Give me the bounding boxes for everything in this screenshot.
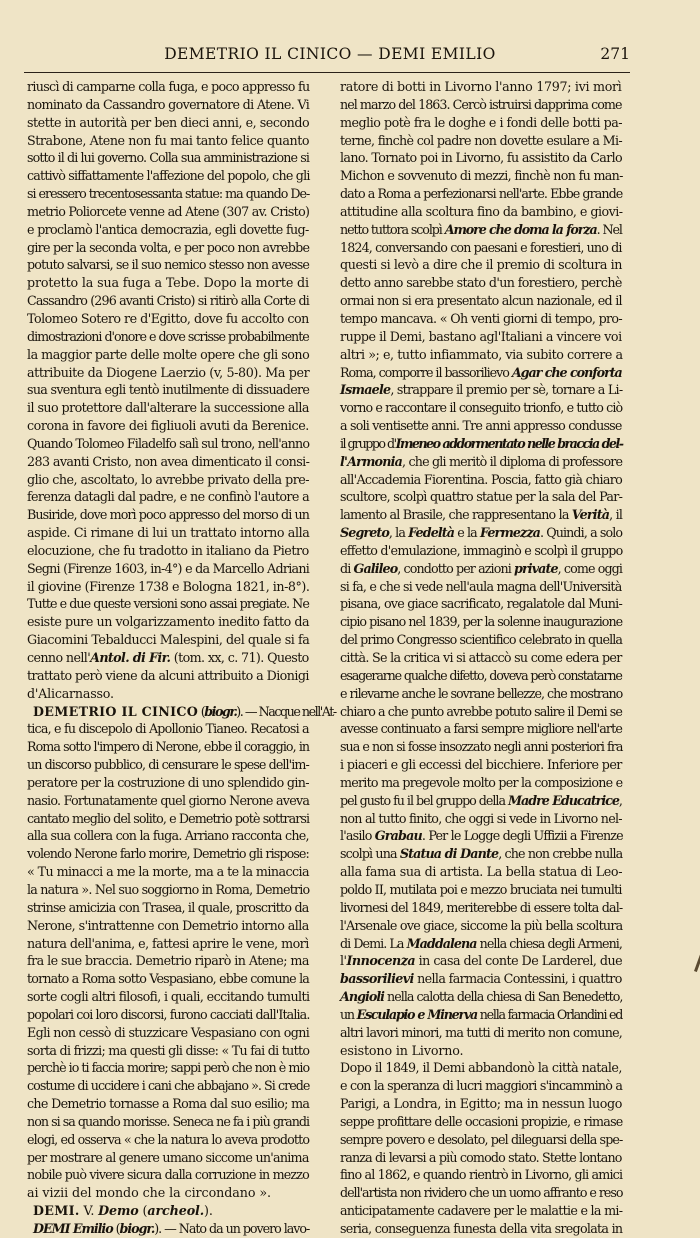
text-line: 1824, conversando con paesani e forestieri, uno di [340,239,622,255]
margin-mark [694,954,700,972]
text-line: elogi, ed osserva « che la natura lo aveva prodotto [27,1131,310,1147]
text-line: sorta di frizzi; ma questi gli disse: « Tu fai di tutto [27,1042,310,1058]
text-line: metrio Poliorcete venne ad Atene (307 av. Cristo) [27,203,310,219]
text-line: DEMI. V. Demo (archeol.). [33,1203,213,1219]
text-line: del primo Congresso scientifico celebrato in quella [340,632,623,648]
text-line: 283 avanti Cristo, non avea dimenticato il consi- [27,453,310,469]
text-line: aspide. Ci rimane di lui un trattato intorno alla [27,525,310,541]
text-line: l'Innocenza in casa del conte De Larderel, due [340,953,623,969]
text-line: ruppe il Demi, bastano agl'Italiani a vincere voi [340,328,622,344]
text-line: avesse continuato a farsi sempre migliore nell'arte [340,721,622,737]
text-line: nominato da Cassandro governatore di Atene. Vi [27,96,310,112]
text-line: i piaceri e gli eccessi del bicchiere. Inferiore per [340,757,622,773]
text-line: la maggior parte delle molte opere che gli sono [27,346,310,362]
text-line: città. Se la critica vi si attaccò su come edera per [340,650,622,665]
text-line: Busiride, dove morì poco appresso del morso di un [27,507,309,523]
page-number: 271 [600,45,630,63]
text-line: netto tuttora scolpì Amore che doma la forza. Nel [340,221,622,237]
text-line: Nerone, s'intrattenne con Demetrio intorno alla [27,917,309,933]
text-line: Segni (Firenze 1603, in-4°) e da Marcello Adriani [27,560,310,576]
text-line: tempo mancava. « Oh venti giorni di tempo, pro- [340,310,623,326]
text-line: seppe profittare delle occasioni propizie, e rimase [340,1113,623,1129]
text-line: alla sua collera con la fuga. Arriano racconta che, [27,828,309,844]
text-line: detto anno sarebbe stato d'un forestiero, perchè [340,275,622,291]
text-line: ratore di botti in Livorno l'anno 1797; ivi morì [340,79,622,94]
left-column [27,78,336,1238]
text-line: poldo II, mutilata poi e mezzo bruciata nei tumulti [340,881,622,897]
text-line: un discorso pubblico, di censurare le spese dell'im- [27,757,309,773]
text-line: Strabone, Atene non fu mai tanto felice quanto [27,132,310,148]
text-line: sorte cogli altri filosofi, i quali, eccitando tumulti [27,989,310,1005]
text-line: lamento al Brasile, che rappresentano la Verità, il [340,507,623,523]
text-line: lano. Tornato poi in Livorno, fu assistito da Carlo [340,150,623,166]
text-line: ranza di levarsi a più comodo stato. Stette lontano [340,1149,622,1165]
text-line: un Esculapio e Minerva nella farmacia Orlandini ed [340,1006,623,1022]
text-line: Ismaele, strappare il premio per sè, tornare a Li- [340,382,623,398]
text-line: costume di uccidere i cani che abbajano ». Si crede [27,1078,310,1094]
text-line: Cassandro (296 avanti Cristo) si ritirò alla Corte di [27,293,309,309]
text-line: Giacomini Tebalducci Malespini, del quale si fa [27,632,310,648]
text-line: si fa, e che si vede nell'aula magna dell'Università [340,578,622,594]
text-line: per mostrare al genere umano siccome un'anima [27,1149,309,1165]
text-line: l'Armonia, che gli meritò il diploma di professore [340,453,623,469]
text-line: sua e non si fosse insozzato negli anni posteriori fra [340,739,623,755]
right-column [340,78,625,1238]
page-header [30,43,630,69]
text-line: effetto d'emulazione, immaginò e scolpì il gruppo [340,542,623,558]
text-line: Roma, comporre il bassorilievo Agar che conforta [340,364,622,380]
text-line: l'Arsenale ove giace, siccome la più bella scoltura [340,917,623,933]
text-line: fino al 1862, e quando rientrò in Livorno, gli amici [340,1167,623,1183]
text-line: attitudine alla scoltura fino da bambino, e giovi- [340,203,623,219]
text-line: volendo Nerone farlo morire, Demetrio gli rispose: [27,846,309,862]
text-line: sempre povero e desolato, pel dileguarsi della spe- [340,1131,623,1147]
text-line: e con la speranza di lucri maggiori s'incamminò a [340,1078,623,1094]
text-line: riuscì di camparne colla fuga, e poco appresso fu [27,79,310,94]
text-line: DEMI Emilio (biogr.). — Nato da un povero lavo- [33,1221,310,1236]
text-line: che Demetrio tornasse a Roma dal suo esilio; ma [27,1096,310,1112]
text-line: scultore, scolpì quattro statue per la sala del Par- [340,489,623,505]
text-line: perchè io ti faccia morire; sappi però che non è mio [27,1060,310,1076]
text-line: il suo protettore dall'alterare la successione alla [27,400,309,416]
text-line: ormai non si era presentato alcun nazionale, ed il [340,293,622,309]
text-line: chiaro a che punto avrebbe potuto salire il Demi se [340,703,622,719]
text-line: cipio pisano nel 1839, per la solenne inaugurazione [340,614,623,630]
text-line: dato a Roma a perfezionarsi nell'arte. Ebbe grande [340,186,623,202]
text-line: meglio potè fra le doghe e i fondi delle botti pa- [340,114,623,130]
text-line: gire per la seconda volta, e per poco non avrebbe [27,239,310,255]
running-title: DEMETRIO IL CINICO — DEMI EMILIO [164,45,496,63]
text-line: Egli non cessò di stuzzicare Vespasiano con ogni [27,1024,310,1040]
text-line: glio che, ascoltato, lo avrebbe privato della pre- [27,471,309,487]
text-line: la natura ». Nel suo soggiorno in Roma, Demetrio [27,881,310,897]
text-line: Parigi, a Londra, in Egitto; ma in nessun luogo [340,1096,622,1112]
text-line: sua sventura egli tentò inutilmente di dissuadere [27,382,310,398]
text-line: vorno e raccontare il conseguito trionfo, e tutto ciò [340,400,623,416]
text-line: popolari coi loro discorsi, furono cacciati dall'Italia. [27,1006,310,1022]
text-line: pisana, ove giace sacrificato, regalatole dal Muni- [340,596,622,612]
text-line: esiste pure un volgarizzamento inedito fatto da [27,614,310,630]
text-line: terne, finchè col padre non dovette esulare a Mi- [340,132,622,148]
text-line: pel gusto fu il bel gruppo della Madre Educatrice, [340,792,622,808]
text-line: « Tu minacci a me la morte, ma a te la minaccia [27,864,309,880]
header-rule [24,72,630,73]
text-line: questi si levò a dire che il premio di scoltura in [340,257,623,273]
text-line: ferenza datagli dal padre, e ne confinò l'autore a [27,489,310,505]
text-line: di Demi. La Maddalena nella chiesa degli Armeni, [340,935,622,951]
text-line: Tolomeo Sotero re d'Egitto, dove fu accolto con [27,310,309,326]
text-line: nasio. Fortunatamente quel giorno Nerone aveva [27,792,310,808]
text-line: dimostrazioni d'onore e dove scrisse probabilmente [27,328,309,344]
text-line: cenno nell'Antol. di Fir. (tom. xx, c. 71). Questo [27,650,309,665]
text-line: Roma sotto l'impero di Nerone, ebbe il coraggio, in [27,739,310,755]
text-line: trattato però viene da alcuni attribuito a Dionigi [27,667,309,683]
text-line: nel marzo del 1863. Cercò istruirsi dapprima come [340,96,622,112]
text-line: cantato meglio del solito, e Demetrio potè sottrarsi [27,810,310,826]
text-line: l'asilo Grabau. Per le Logge degli Uffizii a Firenze [340,828,623,844]
text-line: protetto la sua fuga a Tebe. Dopo la morte di [27,275,309,291]
text-line: e proclamò l'antica democrazia, egli dovette fug- [27,221,309,237]
text-line: all'Accademia Fiorentina. Poscia, fatto già chiaro [340,471,623,487]
text-line: anticipatamente cadavere per le malattie e la mi- [340,1203,623,1219]
text-line: scolpì una Statua di Dante, che non crebbe nulla [340,846,623,862]
text-line: d'Alicarnasso. [27,685,114,701]
text-line: merito ma pregevole molto per la composizione e [340,774,623,790]
text-line: DEMETRIO IL CINICO (biogr.). — Nacque nell'At- [33,703,336,719]
text-line: dell'artista non rividero che un uomo affranto e reso [340,1185,623,1201]
text-line: alla fama sua di artista. La bella statua di Leo- [340,864,623,880]
text-line: cattivò siffattamente l'affezione del popolo, che gli [27,168,310,184]
text-line: Segreto, la Fedeltà e la Fermezza. Quindi, a solo [340,525,623,541]
text-line: altri lavori minori, ma tutti di merito non comune, [340,1024,623,1040]
text-line: potuto salvarsi, se il suo nemico stesso non avesse [27,257,310,273]
text-line: stette in autorità per ben dieci anni, e, secondo [27,114,310,130]
text-line: fra le sue braccia. Demetrio riparò in Atene; ma [27,953,309,969]
text-line: Dopo il 1849, il Demi abbandonò la città natale, [340,1060,622,1076]
text-line: elocuzione, che fu tradotto in italiano da Pietro [27,542,309,558]
text-line: si eressero trecentosessanta statue: ma quando De- [27,186,310,202]
text-line: Quando Tolomeo Filadelfo salì sul trono, nell'anno [27,435,310,451]
text-line: non al tutto finito, che oggi si vede in Livorno nel- [340,810,622,826]
text-line: esagerarne qualche difetto, doveva però constatarne [340,667,622,683]
text-line: seria, conseguenza funesta della vita sregolata in [340,1221,623,1236]
text-line: tica, e fu discepolo di Apollonio Tianeo. Recatosi a [27,721,309,737]
text-line: il gruppo d'Imeneo addormentato nelle braccia del- [340,435,623,451]
text-line: esistono in Livorno. [340,1042,464,1058]
text-line: Tutte e due queste versioni sono assai pregiate. Ne [27,596,309,612]
text-line: nobile può vivere sicura dalla corruzione in mezzo [27,1167,309,1183]
text-line: ai vizii del mondo che la circondano ». [27,1185,272,1201]
text-line: il giovine (Firenze 1738 e Bologna 1821, in-8°). [27,578,310,594]
text-line: tornato a Roma sotto Vespasiano, ebbe comune la [27,971,310,987]
text-line: Michon e sovvenuto di mezzi, finchè non fu man- [340,168,623,184]
text-line: e rilevarne anche le sovrane bellezze, che mostrano [340,685,623,701]
text-line: non si sa quando morisse. Seneca ne fa i più grandi [27,1113,310,1129]
text-line: strinse amicizia con Trasea, il quale, proscritto da [27,899,309,915]
text-line: peratore per la costruzione di uno splendido gin- [27,774,309,790]
text-line: natura dell'anima, e, fattesi aprire le vene, morì [27,935,309,951]
text-line: sotto il di lui governo. Colla sua amministrazione si [27,150,310,166]
text-line: corona in favore dei figliuoli avuti da Berenice. [27,418,309,434]
text-line: Angioli nella calotta della chiesa di San Benedetto, [340,989,623,1005]
text-line: attribuite da Diogene Laerzio (v, 5-80). Ma per [27,364,310,380]
text-line: a soli ventisette anni. Tre anni appresso condusse [340,418,622,434]
text-line: di Galileo, condotto per azioni private, come oggi [340,560,623,576]
text-line: livornesi del 1849, meriterebbe di essere tolta dal- [340,899,623,915]
text-line: altri »; e, tutto infiammato, via subito correre a [340,346,623,362]
text-line: bassorilievi nella farmacia Contessini, i quattro [340,971,622,987]
